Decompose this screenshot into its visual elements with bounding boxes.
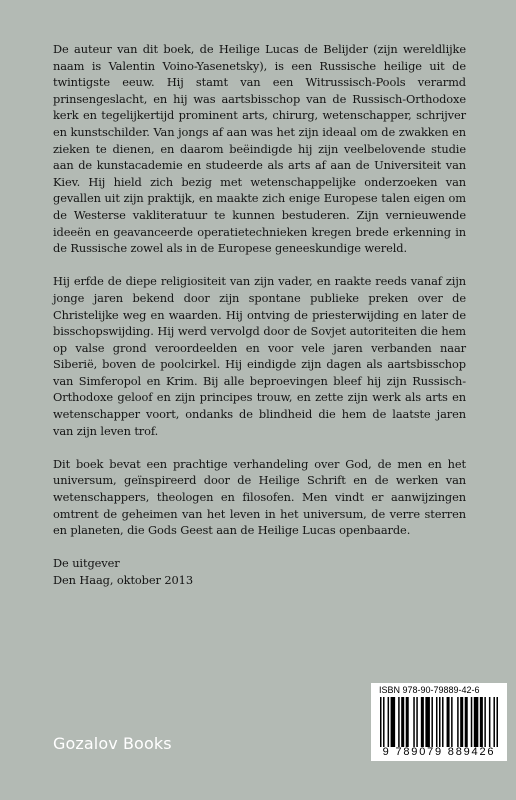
isbn-barcode	[371, 683, 507, 761]
barcode-bar	[489, 697, 491, 747]
barcode-bar	[421, 697, 424, 747]
barcode-bar	[383, 697, 385, 747]
barcode-bar	[484, 697, 486, 747]
barcode-bar	[447, 697, 450, 747]
publisher-logo: Gozalov Books	[53, 734, 172, 753]
paragraph-book-summary: Dit boek bevat een prachtige verhandeling over God, de men en het universum, geïnspireerd door de Heilige Schrift en de werken van wetenschappers, theologen en filosofen. Men vindt er aanwijzingen omtrent de geheimen van het leven in het universum, de verre sterren en planeten, die Gods Geest aan de Heilige Lucas openbaarde.	[53, 456, 466, 538]
barcode-bar	[413, 697, 415, 747]
barcode-bars	[380, 697, 498, 747]
barcode-bar	[398, 697, 400, 747]
barcode-bar	[380, 697, 382, 747]
barcode-bar	[431, 697, 433, 747]
barcode-bar	[436, 697, 438, 747]
paragraph-life: Hij erfde de diepe religiositeit van zijn vader, en raakte reeds vanaf zijn jonge jaren bekend door zijn spontane publieke preken over de Christelijke weg en waarden. Hij ontving de priesterwijding en later de bisschopswijding. Hij werd vervolgd door de Sovjet autoriteiten die hem op valse grond veroordeelden en voor vele jaren verbanden naar Siberië, boven de poolcirkel. Hij eindigde zijn dagen als aartsbisschop van Simferopol en Krim. Bij alle beproevingen bleef hij zijn Russisch-Orthodoxe geloof en zijn principes trouw, en zette zijn werk als arts en wetenschapper voort, ondanks de blindheid die hem de laatste jaren van zijn leven trof.	[53, 274, 466, 438]
signature-line-publisher: De uitgever	[53, 556, 120, 571]
barcode-bar	[439, 697, 441, 747]
barcode-bar	[471, 697, 473, 747]
isbn-label: ISBN 978-90-79889-42-6	[379, 685, 480, 695]
barcode-bar	[465, 697, 468, 747]
barcode-bar	[474, 697, 479, 747]
publisher-signature	[53, 555, 466, 588]
barcode-digits: 9 789079 889426	[382, 746, 496, 758]
barcode-bar	[388, 697, 390, 747]
barcode-bar	[416, 697, 418, 747]
barcode-bar	[457, 697, 459, 747]
signature-line-place-date: Den Haag, oktober 2013	[53, 573, 193, 587]
barcode-bar	[406, 697, 409, 747]
barcode-bar	[496, 697, 498, 747]
barcode-bar	[442, 697, 444, 747]
blurb-text	[53, 41, 466, 589]
barcode-bar	[401, 697, 404, 747]
barcode-bar	[493, 697, 495, 747]
barcode-bar	[460, 697, 463, 747]
barcode-bar	[480, 697, 483, 747]
barcode-bar	[425, 697, 430, 747]
barcode-bar	[451, 697, 453, 747]
paragraph-author-bio: De auteur van dit boek, de Heilige Lucas de Belijder (zijn wereldlijke naam is Valentin Voino-Yasenetsky), is een Russische heilige uit de twintigste eeuw. Hij stamt van een Witrussisch-Pools verarmd prinsengeslacht, en hij was aartsbisschop van de Russisch-Orthodoxe kerk en tegelijkertijd prominent arts, chirurg, wetenschapper, schrijver en kunstschilder. Van jongs af aan was het zijn ideaal om de zwakken en zieken te dienen, en daarom beëindigde hij zijn veelbelovende studie aan de kunstacademie en studeerde als arts af aan de Universiteit van Kiev. Hij hield zich bezig met wetenschappelijke onderzoeken van gevallen uit zijn praktijk, en maakte zich enige Europese talen eigen om de Westerse vakliteratuur te kunnen bestuderen. Zijn vernieuwende ideeën en geavanceerde operatietechnieken kregen brede erkenning in de Russische zowel als in de Europese geneeskundige wereld.	[53, 42, 466, 256]
barcode-bar	[391, 697, 396, 747]
